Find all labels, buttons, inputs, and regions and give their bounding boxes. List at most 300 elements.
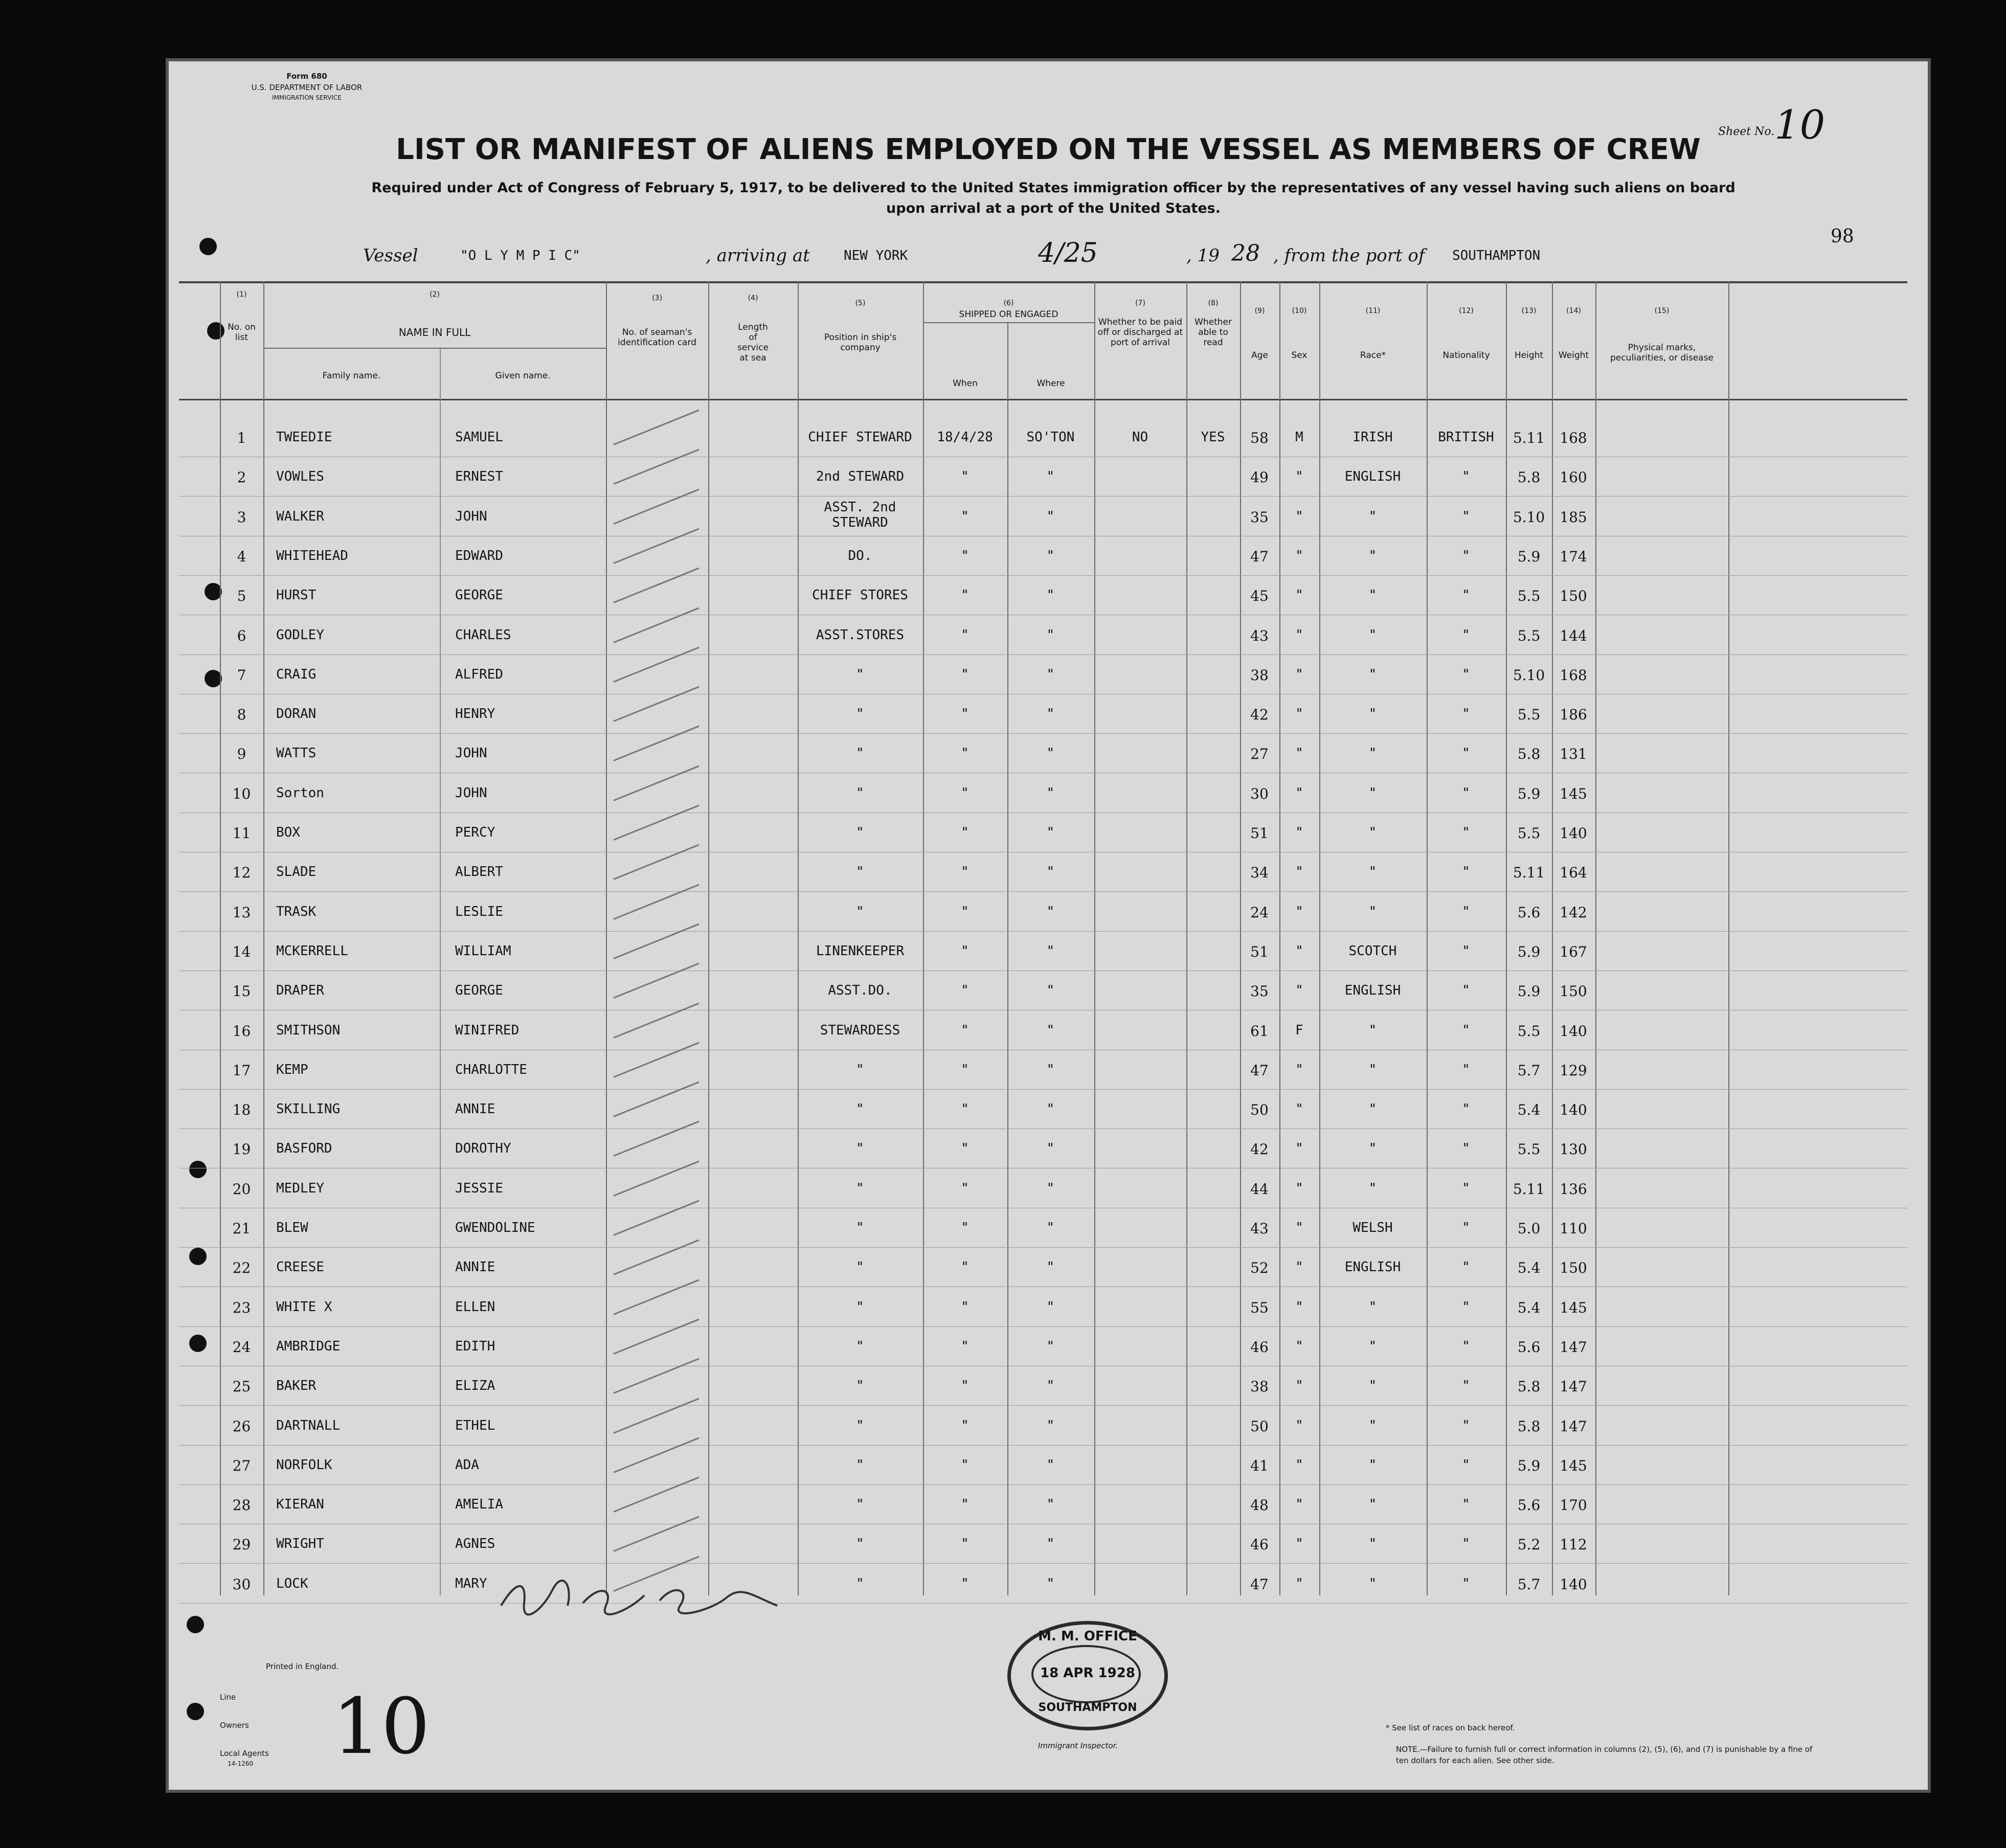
owners-label: Owners (220, 1721, 249, 1730)
cell-nationality: " (1462, 864, 1470, 880)
cell-family: BOX (276, 825, 300, 840)
cell-paid-off: NO (1132, 430, 1148, 445)
col-header-position: Position in ship's company (824, 332, 897, 353)
cell-given: JOHN (455, 509, 487, 524)
cell-where: " (1046, 1378, 1055, 1393)
cell-when: " (961, 1378, 969, 1393)
cell-nationality: " (1462, 1023, 1470, 1038)
cell-weight: 185 (1560, 509, 1587, 526)
row-rule (179, 931, 1907, 932)
col-number: (6) (1003, 299, 1014, 307)
form-code: 14-1260 (228, 1760, 254, 1767)
cell-race: SCOTCH (1348, 943, 1397, 959)
cell-where: " (1046, 706, 1055, 722)
cell-sex: " (1295, 1378, 1303, 1393)
col-divider (1094, 281, 1095, 1595)
cell-when: " (961, 864, 969, 880)
id-card-pencil-mark (613, 963, 699, 999)
cell-family: Sorton (276, 785, 324, 801)
cell-height: 5.5 (1517, 1141, 1541, 1158)
cell-given: JOHN (455, 746, 487, 761)
cell-given: SAMUEL (455, 430, 503, 445)
cell-sex: " (1295, 943, 1303, 959)
cell-sex: " (1295, 1418, 1303, 1433)
cell-race: " (1368, 1299, 1377, 1315)
col-number: (9) (1254, 307, 1265, 315)
cell-sex: " (1295, 1141, 1303, 1156)
col-divider (1595, 281, 1596, 1595)
cell-when: " (961, 1220, 969, 1235)
cell-no: 21 (232, 1220, 251, 1237)
row-rule (179, 1247, 1907, 1248)
cell-nationality: " (1462, 746, 1470, 761)
cell-no: 26 (232, 1418, 251, 1435)
cell-when: " (961, 1457, 969, 1473)
cell-race: " (1368, 1141, 1377, 1156)
cell-no: 20 (232, 1181, 251, 1198)
cell-nationality: " (1462, 588, 1470, 603)
cell-nationality: " (1462, 1576, 1470, 1591)
cell-age: 47 (1250, 1062, 1269, 1079)
id-card-pencil-mark (613, 1239, 699, 1275)
cell-race: " (1368, 1418, 1377, 1433)
cell-given: CHARLOTTE (455, 1062, 527, 1077)
cell-when: " (961, 1418, 969, 1433)
cell-weight: 170 (1560, 1497, 1587, 1514)
cell-given: ETHEL (455, 1418, 495, 1433)
cell-given: CHARLES (455, 627, 511, 643)
cell-sex: " (1295, 627, 1303, 643)
cell-when: " (961, 1181, 969, 1196)
cell-given: AMELIA (455, 1497, 503, 1512)
cell-sex: " (1295, 548, 1303, 564)
cell-sex: " (1295, 825, 1303, 840)
cell-position: ASST.DO. (828, 983, 892, 998)
year-label: , 19 (1186, 245, 1220, 266)
cell-age: 46 (1250, 1339, 1269, 1356)
col-number: (4) (748, 294, 758, 302)
col-number: (7) (1135, 299, 1145, 307)
row-rule (179, 1603, 1907, 1604)
col-header-id-card: No. of seaman's identification card (618, 327, 696, 348)
cell-no: 1 (237, 430, 246, 446)
cell-position: " (856, 1299, 864, 1315)
cell-race: IRISH (1353, 430, 1393, 445)
cell-race: " (1368, 1378, 1377, 1393)
col-header-physical-marks: Physical marks, peculiarities, or disease (1610, 343, 1714, 363)
cell-position: " (856, 864, 864, 880)
cell-age: 52 (1250, 1259, 1269, 1276)
cell-no: 16 (232, 1023, 251, 1040)
cell-where: " (1046, 1220, 1055, 1235)
cell-given: LESLIE (455, 904, 503, 919)
cell-no: 17 (232, 1062, 251, 1079)
id-card-pencil-mark (613, 844, 699, 880)
cell-where: " (1046, 548, 1055, 564)
cell-race: " (1368, 548, 1377, 564)
cell-family: VOWLES (276, 469, 324, 484)
cell-nationality: " (1462, 825, 1470, 840)
row-rule (179, 1563, 1907, 1564)
binder-hole (189, 1248, 207, 1265)
cell-when: " (961, 1299, 969, 1315)
cell-position: " (856, 1497, 864, 1512)
cell-no: 24 (232, 1339, 251, 1356)
cell-nationality: " (1462, 667, 1470, 682)
cell-race: " (1368, 1457, 1377, 1473)
service: IMMIGRATION SERVICE (272, 94, 342, 101)
cell-height: 5.2 (1517, 1536, 1541, 1553)
cell-sex: " (1295, 1259, 1303, 1275)
id-card-pencil-mark (613, 1003, 699, 1039)
header-bottom-rule (179, 399, 1907, 400)
cell-when: " (961, 1101, 969, 1117)
cell-when: " (961, 667, 969, 682)
cell-when: " (961, 1023, 969, 1038)
cell-family: BAKER (276, 1378, 317, 1393)
cell-given: WINIFRED (455, 1023, 520, 1038)
col-number: (10) (1292, 307, 1307, 315)
col-header-read: Whether able to read (1194, 317, 1232, 348)
cell-family: AMBRIDGE (276, 1339, 341, 1354)
cell-given: PERCY (455, 825, 495, 840)
cell-race: WELSH (1353, 1220, 1393, 1235)
cell-nationality: " (1462, 943, 1470, 959)
cell-age: 61 (1250, 1023, 1269, 1040)
cell-height: 5.11 (1513, 864, 1545, 881)
cell-family: LOCK (276, 1576, 308, 1591)
cell-weight: 150 (1560, 588, 1587, 604)
cell-age: 45 (1250, 588, 1269, 604)
col-header-name: NAME IN FULL (398, 326, 471, 339)
cell-when: " (961, 825, 969, 840)
vessel-label: Vessel (363, 245, 418, 266)
cell-age: 55 (1250, 1299, 1269, 1316)
cell-when: " (961, 1497, 969, 1512)
cell-where: " (1046, 469, 1055, 484)
cell-no: 9 (237, 746, 246, 762)
id-card-pencil-mark (613, 1121, 699, 1157)
cell-family: MCKERRELL (276, 943, 348, 959)
id-card-pencil-mark (613, 528, 699, 564)
page-title: LIST OR MANIFEST OF ALIENS EMPLOYED ON THE VESSEL AS MEMBERS OF CREW (396, 133, 1701, 166)
col-header-height: Height (1514, 350, 1544, 360)
cell-given: EDITH (455, 1339, 495, 1354)
cell-nationality: " (1462, 509, 1470, 524)
cell-height: 5.8 (1517, 1418, 1541, 1435)
cell-race: " (1368, 825, 1377, 840)
col-header-no: No. on list (228, 322, 256, 343)
cell-no: 30 (232, 1576, 251, 1593)
cell-family: NORFOLK (276, 1457, 332, 1473)
cell-family: SKILLING (276, 1101, 341, 1117)
cell-weight: 167 (1560, 943, 1587, 960)
cell-age: 51 (1250, 825, 1269, 842)
id-card-pencil-mark (613, 1042, 699, 1078)
col-divider (606, 281, 607, 1595)
cell-height: 5.0 (1517, 1220, 1541, 1237)
cell-sex: " (1295, 469, 1303, 484)
cell-nationality: " (1462, 1418, 1470, 1433)
cell-race: " (1368, 785, 1377, 801)
cell-height: 5.5 (1517, 1023, 1541, 1040)
cell-height: 5.4 (1517, 1101, 1541, 1118)
id-card-pencil-mark (613, 1161, 699, 1197)
cell-sex: " (1295, 1497, 1303, 1512)
cell-sex: " (1295, 1457, 1303, 1473)
row-rule (179, 575, 1907, 576)
id-card-pencil-mark (613, 726, 699, 761)
cell-weight: 147 (1560, 1339, 1587, 1356)
cell-where: " (1046, 1181, 1055, 1196)
cell-nationality: " (1462, 1101, 1470, 1117)
col-divider (440, 348, 441, 1595)
shipped-subheader-rule (923, 322, 1094, 323)
cell-age: 50 (1250, 1418, 1269, 1435)
cell-family: HURST (276, 588, 317, 603)
arriving-label: , arriving at (706, 245, 810, 266)
cell-family: DARTNALL (276, 1418, 341, 1433)
cell-given: GEORGE (455, 983, 503, 998)
cell-weight: 147 (1560, 1378, 1587, 1395)
cell-position: " (856, 1457, 864, 1473)
line-label: Line (220, 1693, 236, 1702)
inspector-label: Immigrant Inspector. (1038, 1741, 1118, 1750)
cell-height: 5.8 (1517, 746, 1541, 762)
cell-where: " (1046, 1023, 1055, 1038)
cell-no: 25 (232, 1378, 251, 1395)
cell-no: 2 (237, 469, 246, 486)
cell-family: TWEEDIE (276, 430, 332, 445)
cell-height: 5.5 (1517, 825, 1541, 842)
cell-position: " (856, 667, 864, 682)
cell-nationality: " (1462, 1299, 1470, 1315)
cell-height: 5.7 (1517, 1576, 1541, 1593)
id-card-pencil-mark (613, 1516, 699, 1552)
id-card-pencil-mark (613, 1081, 699, 1117)
cell-given: ELIZA (455, 1378, 495, 1393)
cell-nationality: " (1462, 706, 1470, 722)
id-card-pencil-mark (613, 884, 699, 920)
cell-position: " (856, 1418, 864, 1433)
cell-weight: 140 (1560, 1023, 1587, 1040)
cell-nationality: " (1462, 785, 1470, 801)
cell-race: " (1368, 1536, 1377, 1551)
col-header-sex: Sex (1291, 350, 1308, 360)
cell-where: " (1046, 1576, 1055, 1591)
cell-position: CHIEF STEWARD (808, 430, 912, 445)
name-subheader-rule (263, 348, 606, 349)
cell-no: 14 (232, 943, 251, 960)
stamp-top-text: M. M. OFFICE (1038, 1629, 1137, 1644)
cell-sex: " (1295, 1576, 1303, 1591)
cell-sex: " (1295, 1299, 1303, 1315)
cell-weight: 160 (1560, 469, 1587, 486)
cell-when: " (961, 746, 969, 761)
col-number: (12) (1459, 307, 1474, 315)
cell-no: 28 (232, 1497, 251, 1514)
cell-race: " (1368, 1497, 1377, 1512)
cell-when: " (961, 509, 969, 524)
cell-age: 35 (1250, 983, 1269, 1000)
cell-no: 7 (237, 667, 246, 684)
cell-nationality: " (1462, 1181, 1470, 1196)
cell-weight: 174 (1560, 548, 1587, 565)
col-header-given: Given name. (495, 371, 551, 381)
cell-family: DRAPER (276, 983, 324, 998)
cell-family: WHITE X (276, 1299, 332, 1315)
cell-no: 29 (232, 1536, 251, 1553)
col-number: (5) (855, 299, 866, 307)
cell-nationality: " (1462, 983, 1470, 998)
cell-age: 47 (1250, 1576, 1269, 1593)
cell-nationality: " (1462, 1339, 1470, 1354)
cell-when: " (961, 983, 969, 998)
col-header-shipped: SHIPPED OR ENGAGED (959, 309, 1058, 320)
col-divider (1728, 281, 1729, 1595)
col-divider (1186, 281, 1187, 1595)
cell-age: 35 (1250, 509, 1269, 526)
arrival-date: 4/25 (1038, 238, 1098, 268)
col-divider (708, 281, 709, 1595)
binder-hole (187, 1616, 204, 1633)
col-header-nationality: Nationality (1442, 350, 1490, 360)
cell-position: DO. (848, 548, 872, 564)
cell-where: " (1046, 588, 1055, 603)
cell-race: " (1368, 1339, 1377, 1354)
cell-nationality: " (1462, 627, 1470, 643)
cell-no: 13 (232, 904, 251, 921)
cell-position: CHIEF STORES (812, 588, 908, 603)
cell-when: " (961, 469, 969, 484)
cell-where: " (1046, 1536, 1055, 1551)
row-rule (179, 1405, 1907, 1406)
row-rule (179, 733, 1907, 734)
page-subtitle: Required under Act of Congress of February 5, 1917, to be delivered to the United States immigration officer by the representatives of any vessel having such aliens on board upon arrival at a port of the United States. (371, 180, 1735, 216)
cell-age: 51 (1250, 943, 1269, 960)
table-top-rule (179, 281, 1907, 283)
binder-hole (187, 1703, 204, 1720)
cell-where: " (1046, 1299, 1055, 1315)
cell-where: " (1046, 785, 1055, 801)
cell-when: " (961, 706, 969, 722)
cell-race: ENGLISH (1344, 1259, 1401, 1275)
row-rule (179, 1089, 1907, 1090)
cell-age: 38 (1250, 1378, 1269, 1395)
cell-position: 2nd STEWARD (816, 469, 905, 484)
cell-height: 5.5 (1517, 588, 1541, 604)
cell-age: 48 (1250, 1497, 1269, 1514)
cell-sex: " (1295, 1101, 1303, 1117)
col-header-weight: Weight (1558, 350, 1589, 360)
cell-nationality: " (1462, 548, 1470, 564)
cell-position: ASST. 2nd STEWARD (824, 500, 896, 530)
cell-family: MEDLEY (276, 1181, 324, 1196)
race-note: * See list of races on back hereof. (1386, 1723, 1515, 1732)
cell-position: " (856, 1576, 864, 1591)
office-stamp (1007, 1621, 1168, 1730)
cell-weight: 112 (1560, 1536, 1587, 1553)
cell-position: " (856, 1536, 864, 1551)
cell-sex: " (1295, 588, 1303, 603)
cell-height: 5.9 (1517, 943, 1541, 960)
cell-sex: " (1295, 706, 1303, 722)
cell-given: ELLEN (455, 1299, 495, 1315)
cell-weight: 110 (1560, 1220, 1587, 1237)
cell-nationality: " (1462, 1062, 1470, 1077)
cell-where: " (1046, 943, 1055, 959)
cell-weight: 136 (1560, 1181, 1587, 1198)
cell-family: CRAIG (276, 667, 317, 682)
cell-when: " (961, 548, 969, 564)
cell-height: 5.4 (1517, 1299, 1541, 1316)
cell-age: 46 (1250, 1536, 1269, 1553)
cell-family: DORAN (276, 706, 317, 722)
cell-when: " (961, 1536, 969, 1551)
cell-weight: 150 (1560, 1259, 1587, 1276)
cell-age: 30 (1250, 785, 1269, 802)
binder-hole (189, 1335, 207, 1352)
col-number: (2) (430, 290, 440, 299)
cell-weight: 145 (1560, 785, 1587, 802)
cell-sex: " (1295, 667, 1303, 682)
arriving-port: NEW YORK (844, 248, 908, 263)
cell-no: 4 (237, 548, 246, 565)
col-header-race: Race* (1360, 350, 1386, 360)
cell-height: 5.4 (1517, 1259, 1541, 1276)
cell-race: " (1368, 864, 1377, 880)
cell-family: BLEW (276, 1220, 308, 1235)
col-header-where: Where (1036, 378, 1065, 389)
row-rule (179, 496, 1907, 497)
col-number: (13) (1521, 307, 1537, 315)
cell-nationality: " (1462, 1497, 1470, 1512)
cell-race: " (1368, 1023, 1377, 1038)
manifest-sheet (169, 61, 1928, 1790)
cell-where: SO'TON (1026, 430, 1075, 445)
cell-position: " (856, 746, 864, 761)
id-card-pencil-mark (613, 410, 699, 445)
cell-where: " (1046, 509, 1055, 524)
cell-where: " (1046, 1497, 1055, 1512)
cell-when: " (961, 1576, 969, 1591)
cell-height: 5.9 (1517, 785, 1541, 802)
cell-age: 43 (1250, 627, 1269, 644)
cell-sex: " (1295, 983, 1303, 998)
row-rule (179, 1326, 1907, 1327)
row-rule (179, 891, 1907, 892)
cell-family: WHITEHEAD (276, 548, 348, 564)
handwritten-line-number: 10 (332, 1682, 430, 1771)
cell-family: WATTS (276, 746, 317, 761)
cell-sex: " (1295, 1181, 1303, 1196)
cell-position: LINENKEEPER (816, 943, 905, 959)
vessel-name: "O L Y M P I C" (460, 248, 580, 263)
cell-height: 5.9 (1517, 983, 1541, 1000)
fine-note: NOTE.—Failure to furnish full or correct information in columns (2), (5), (6), and (7) is punishable by a fine of ten dollars for each alien. See other side. (1396, 1745, 1813, 1765)
cell-sex: " (1295, 1536, 1303, 1551)
cell-nationality: " (1462, 1378, 1470, 1393)
id-card-pencil-mark (613, 1477, 699, 1513)
cell-where: " (1046, 864, 1055, 880)
cell-height: 5.11 (1513, 430, 1545, 446)
cell-given: GWENDOLINE (455, 1220, 535, 1235)
cell-family: WALKER (276, 509, 324, 524)
cell-age: 58 (1250, 430, 1269, 446)
cell-given: ERNEST (455, 469, 503, 484)
cell-given: ALFRED (455, 667, 503, 682)
cell-nationality: " (1462, 469, 1470, 484)
